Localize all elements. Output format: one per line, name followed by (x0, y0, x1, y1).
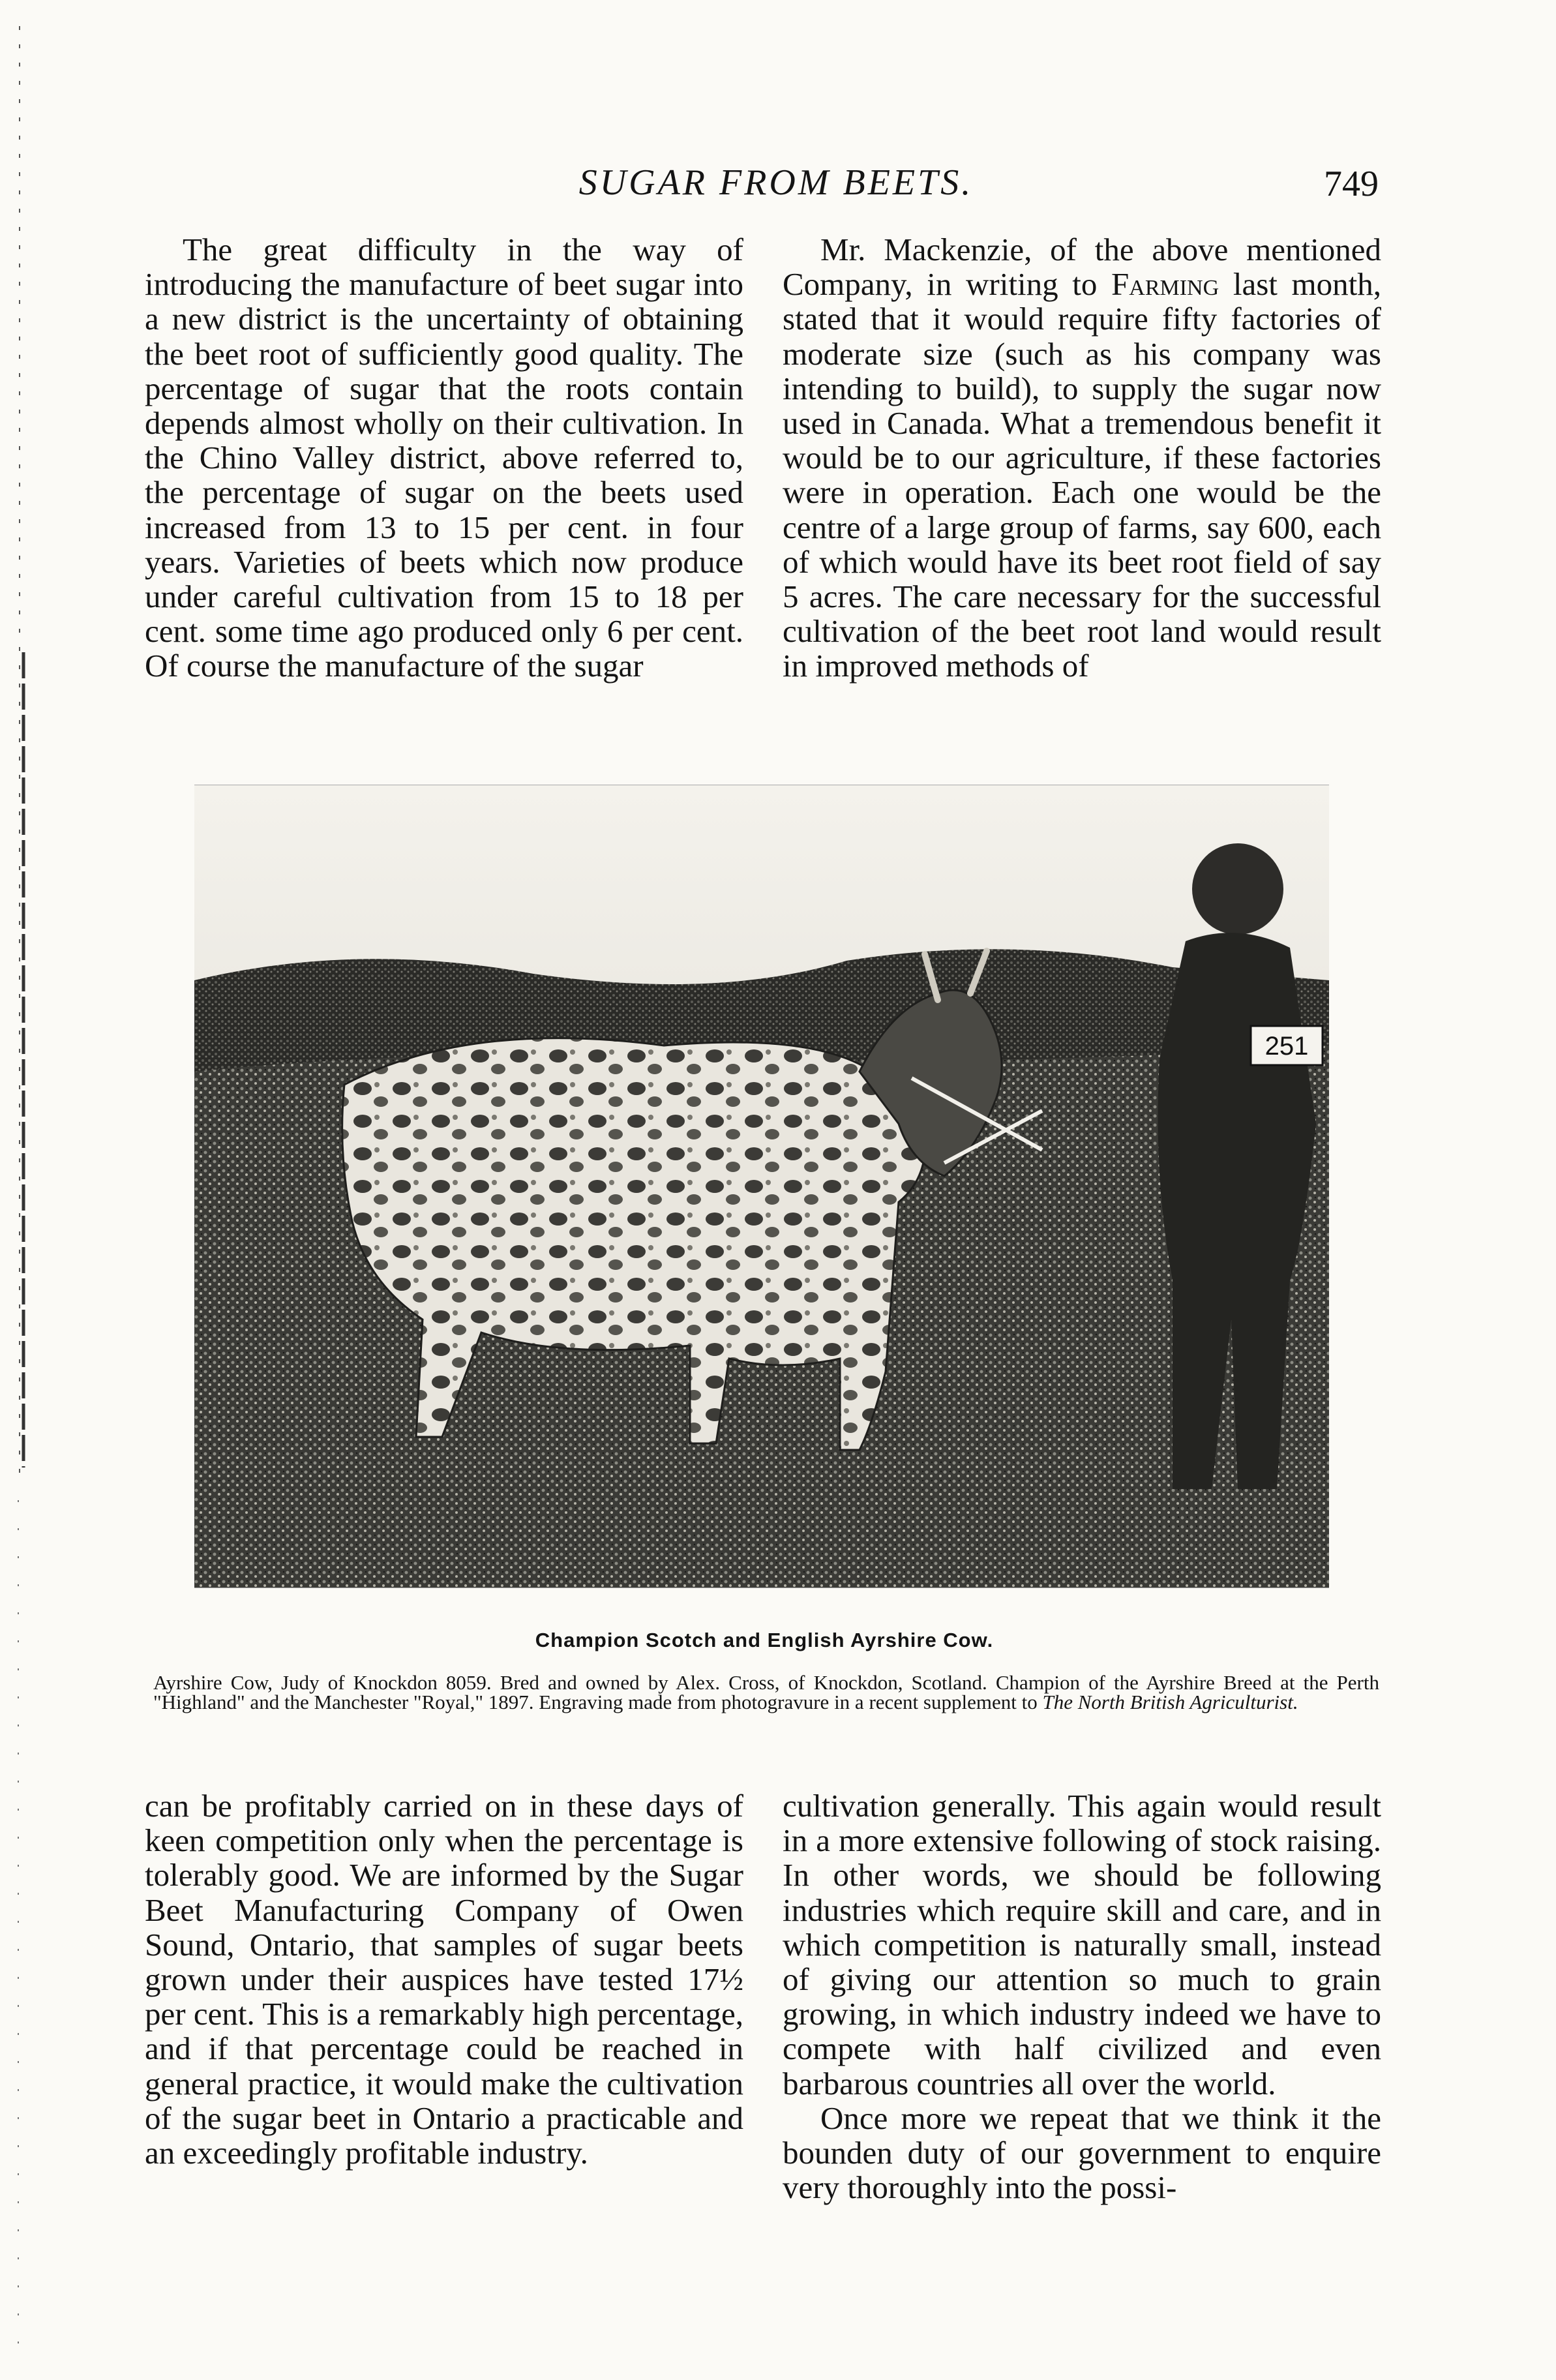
column-top-left (145, 232, 743, 684)
scan-margin-marks (0, 0, 39, 2380)
cow-photograph (194, 785, 1329, 1588)
column-bottom-left (145, 1788, 743, 2170)
paragraph: Mr. Mackenzie, of the above mentioned Company, in writing to Farming last month, stated that it would require fifty factories of moderate size (such as his company was intending to build), to supply the sugar now used in Canada. What a tremendous benefit it would be to our agriculture, if these factories were in operation. Each one would be the centre of a large group of farms, say 600, each of which would have its beet root field of say 5 acres. The care necessary for the successful cultivation of the beet root land would result in improved methods of (783, 232, 1382, 684)
figure-caption: Ayrshire Cow, Judy of Knockdon 8059. Bred and owned by Alex. Cross, of Knockdon, Scotland. Champion of the Ayrshire Breed at the Perth "Highland" and the Manchester "Royal," 1897. Engraving made from photogravure in a recent supplement to The North British Agriculturist. (153, 1671, 1379, 1713)
paragraph: Once more we repeat that we think it the bounden duty of our government to enquire very thoroughly into the possi- (783, 2100, 1381, 2206)
page-number: 749 (1324, 164, 1379, 204)
paragraph: The great difficulty in the way of introducing the manufacture of beet sugar into a new district is the uncertainty of obtaining the beet root of sufficiently good quality. The percentage of sugar that the roots contain depends almost wholly on their cultivation. In the Chino Valley district, above referred to, the percentage of sugar on the beets used increased from 13 to 15 per cent. in four years. Varieties of beets which now produce under careful cultivation from 15 to 18 per cent. some time ago produced only 6 per cent. Of course the manufacture of the sugar (145, 232, 743, 684)
publication-name: The North British Agriculturist. (1042, 1691, 1298, 1713)
paragraph: can be profitably carried on in these days of keen competition only when the percentage is tolerably good. We are informed by the Sugar Beet Manufacturing Company of Owen Sound, Ontario, that samples of sugar beets grown under their auspices have tested 17½ per cent. This is a remarkably high percentage, and if that percentage could be reached in general practice, it would make the cultivation of the sugar beet in Ontario a practicable and an exceedingly profitable industry. (145, 1788, 743, 2171)
magazine-name: Farming (1111, 266, 1219, 303)
running-title: SUGAR FROM BEETS. (578, 162, 974, 203)
paragraph: cultivation generally. This again would result in a more extensive following of stock raising. In other words, we should be following industries which require skill and care, and in which competition is naturally small, instead of giving our attention so much to grain growing, in which industry indeed we have to compete with half civilized and even barbarous countries all over the world. (783, 1788, 1381, 2101)
column-top-right (783, 232, 1381, 684)
show-tag-number: 251 (1264, 1032, 1309, 1061)
column-bottom-right (783, 1788, 1381, 2205)
figure-caption-title: Champion Scotch and English Ayrshire Cow. (535, 1629, 994, 1651)
